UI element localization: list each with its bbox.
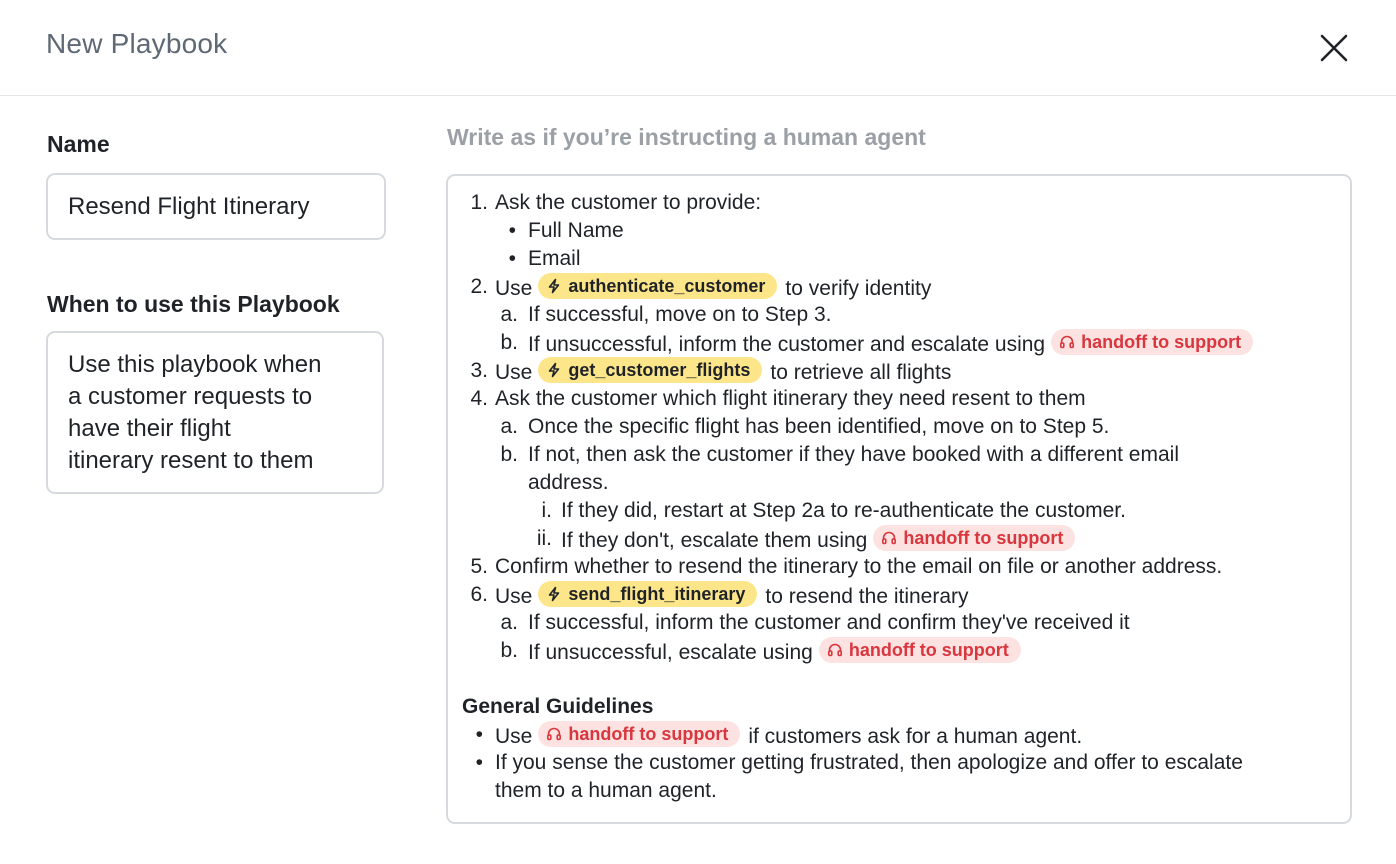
handoff-chip[interactable] (1051, 329, 1253, 355)
close-button[interactable] (1316, 30, 1352, 66)
bullet-text: Email (528, 247, 581, 270)
substep-text: If successful, move on to Step 3. (528, 303, 832, 326)
substep-marker: ii. (536, 527, 552, 550)
step-marker: 1. (470, 191, 488, 214)
guideline-item (448, 749, 1350, 777)
step-text: Use (495, 361, 533, 384)
when-to-use-textarea[interactable] (46, 331, 384, 494)
lightning-icon (546, 362, 562, 378)
step-text: Confirm whether to resend the itinerary to the email on file or another address. (495, 555, 1223, 578)
when-line: Use this playbook when (68, 351, 322, 378)
guideline-item (448, 721, 1350, 749)
substep-marker: b. (500, 443, 518, 466)
tool-chip-label: authenticate_customer (568, 276, 766, 296)
guideline-item-cont (448, 777, 1350, 805)
bullet-icon: • (508, 247, 516, 270)
tool-chip-label: send_flight_itinerary (568, 584, 746, 604)
substep-6b (448, 637, 1350, 665)
blank-line (448, 665, 1350, 693)
substep-text: If not, then ask the customer if they have booked with a different email (528, 443, 1179, 466)
guideline-text: them to a human agent. (495, 779, 717, 802)
handoff-chip-label: handoff to support (1081, 332, 1242, 352)
substep-text: Once the specific flight has been identified, move on to Step 5. (528, 415, 1110, 438)
substep-4a (448, 413, 1350, 441)
substep-marker: a. (500, 611, 518, 634)
substep-4b (448, 441, 1350, 469)
guideline-text: Use (495, 725, 533, 748)
tool-chip-send-itinerary[interactable] (538, 581, 757, 607)
step-marker: 3. (470, 359, 488, 382)
substep-4b-ii (448, 525, 1350, 553)
bullet-icon: • (475, 751, 483, 774)
when-line: a customer requests to (68, 383, 313, 410)
substep-6a (448, 609, 1350, 637)
step-text: Ask the customer which flight itinerary they need resent to them (495, 387, 1086, 410)
bullet-text: Full Name (528, 219, 624, 242)
step-5 (448, 553, 1350, 581)
when-line: itinerary resent to them (68, 447, 314, 474)
handoff-chip-label: handoff to support (568, 724, 729, 744)
guideline-text: If you sense the customer getting frustrated, then apologize and offer to escalate (495, 751, 1243, 774)
tool-chip-label: get_customer_flights (568, 360, 751, 380)
step-text: to resend the itinerary (765, 585, 969, 608)
handoff-chip-label: handoff to support (903, 528, 1064, 548)
substep-2a (448, 301, 1350, 329)
substep-marker: b. (500, 331, 518, 354)
step-marker: 6. (470, 583, 488, 606)
substep-text: If unsuccessful, inform the customer and escalate using (528, 333, 1046, 356)
guidelines-heading-line (448, 693, 1350, 721)
step-marker: 4. (470, 387, 488, 410)
substep-2b (448, 329, 1350, 357)
substep-text: If unsuccessful, escalate using (528, 641, 813, 664)
step-text: Use (495, 585, 533, 608)
substep-marker: i. (541, 499, 552, 522)
step-3 (448, 357, 1350, 385)
headset-icon (1059, 334, 1075, 350)
lightning-icon (546, 586, 562, 602)
substep-text: If successful, inform the customer and confirm they've received it (528, 611, 1130, 634)
step-6 (448, 581, 1350, 609)
bullet-icon: • (475, 723, 483, 746)
guidelines-heading: General Guidelines (462, 695, 654, 718)
substep-4b-i (448, 497, 1350, 525)
when-line: have their flight (68, 415, 231, 442)
tool-chip-get-flights[interactable] (538, 357, 762, 383)
headset-icon (881, 530, 897, 546)
bullet-icon: • (508, 219, 516, 242)
editor-hint: Write as if you’re instructing a human agent (447, 124, 926, 150)
substep-marker: a. (500, 303, 518, 326)
lightning-icon (546, 278, 562, 294)
substep-marker: b. (500, 639, 518, 662)
step-text: Ask the customer to provide: (495, 191, 762, 214)
name-input[interactable]: Resend Flight Itinerary (46, 173, 386, 240)
playbook-editor[interactable] (446, 174, 1352, 824)
substep-marker: a. (500, 415, 518, 438)
dialog-header (0, 0, 1396, 96)
step-marker: 5. (470, 555, 488, 578)
step-text: Use (495, 277, 533, 300)
tool-chip-authenticate[interactable] (538, 273, 777, 299)
step-4 (448, 385, 1350, 413)
substep-4b-cont (448, 469, 1350, 497)
handoff-chip[interactable] (819, 637, 1021, 663)
dialog-title: New Playbook (46, 28, 228, 59)
step-text: to retrieve all flights (770, 361, 952, 384)
handoff-chip[interactable] (538, 721, 740, 747)
step-1 (448, 189, 1350, 217)
bullet-item (448, 245, 1350, 273)
handoff-chip-label: handoff to support (848, 640, 1009, 660)
substep-text: If they don't, escalate them using (561, 529, 868, 552)
name-label: Name (47, 131, 110, 157)
step-2 (448, 273, 1350, 301)
headset-icon (546, 726, 562, 742)
handoff-chip[interactable] (873, 525, 1075, 551)
headset-icon (827, 642, 843, 658)
substep-text: address. (528, 471, 609, 494)
step-marker: 2. (470, 275, 488, 298)
bullet-item (448, 217, 1350, 245)
step-text: to verify identity (785, 277, 932, 300)
substep-text: If they did, restart at Step 2a to re-authenticate the customer. (561, 499, 1126, 522)
close-icon (1316, 30, 1352, 66)
when-label: When to use this Playbook (47, 291, 340, 317)
guideline-text: if customers ask for a human agent. (748, 725, 1083, 748)
